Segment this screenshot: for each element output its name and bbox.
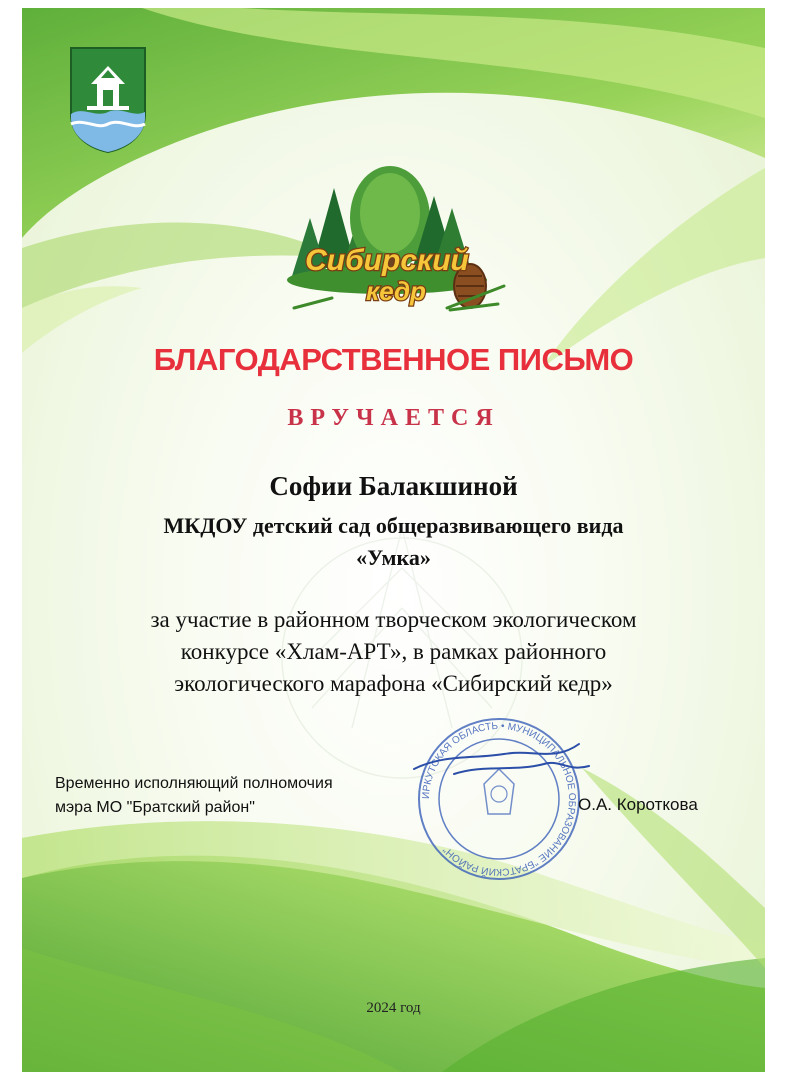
signatory-position-line: мэра МО "Братский район" xyxy=(55,799,255,816)
signatory-position-line: Временно исполняющий полномочия xyxy=(55,775,333,792)
recipient-name: Софии Балакшиной xyxy=(269,471,518,501)
sibirsky-kedr-logo xyxy=(272,158,512,318)
certificate-subtitle: ВРУЧАЕТСЯ xyxy=(287,405,500,431)
organization xyxy=(22,510,765,574)
district-emblem-icon xyxy=(67,44,149,154)
reason-line: за участие в районном творческом экологическом xyxy=(150,607,637,632)
signatory-name: О.А. Короткова xyxy=(578,795,698,814)
logo-line1: Сибирский xyxy=(305,244,469,277)
official-stamp-seal xyxy=(394,714,604,884)
stamp-text: ИРКУТСКАЯ ОБЛАСТЬ • МУНИЦИПАЛЬНОЕ ОБРАЗОВАНИЕ "БРАТСКИЙ РАЙОН" xyxy=(420,720,578,878)
organization-line: МКДОУ детский сад общеразвивающего вида xyxy=(163,513,624,538)
logo-line2: кедр xyxy=(366,276,426,306)
award-reason xyxy=(22,604,765,700)
certificate-sheet xyxy=(22,8,765,1072)
reason-line: экологического марафона «Сибирский кедр» xyxy=(174,671,613,696)
signatory-position xyxy=(55,772,333,820)
certificate-title: БЛАГОДАРСТВЕННОЕ ПИСЬМО xyxy=(153,342,634,377)
organization-line: «Умка» xyxy=(356,545,431,570)
svg-text:ИРКУТСКАЯ ОБЛАСТЬ • МУНИЦИПАЛЬ xyxy=(421,721,577,878)
certificate-year: 2024 год xyxy=(366,1000,421,1016)
reason-line: конкурсе «Хлам-АРТ», в рамках районного xyxy=(180,639,607,664)
